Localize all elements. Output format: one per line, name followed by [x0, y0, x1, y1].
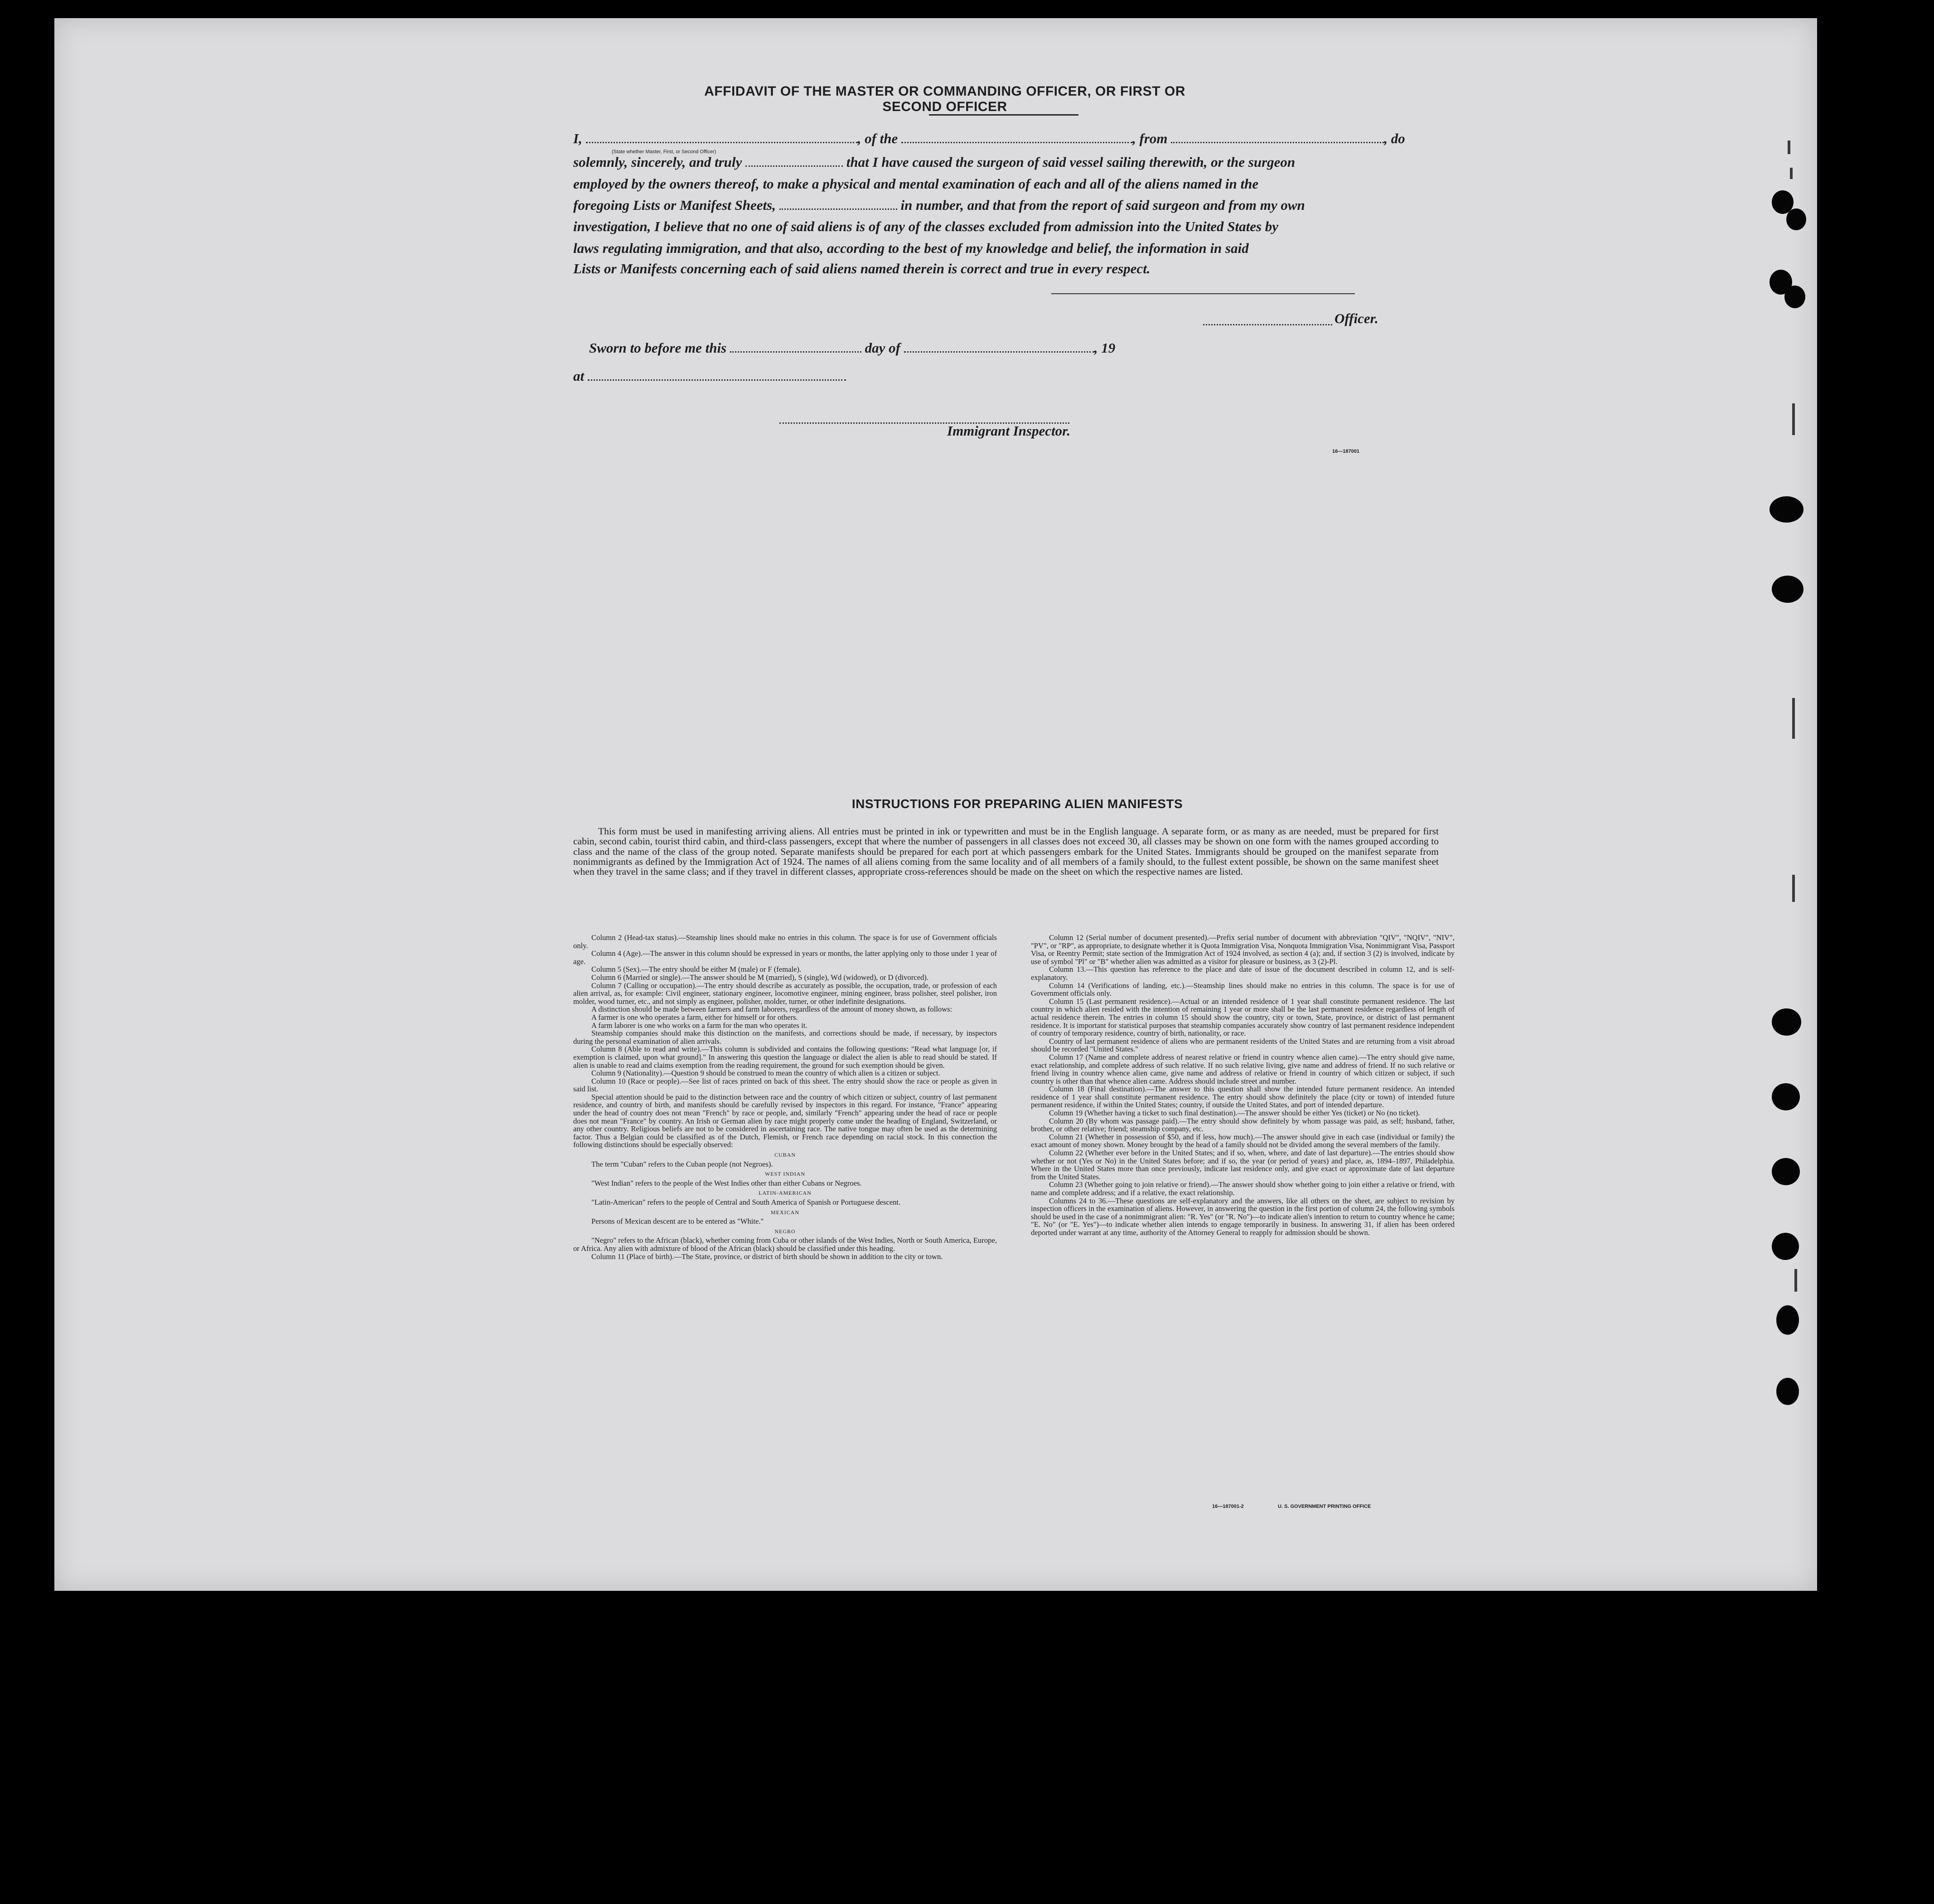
affidavit-line-7: Lists or Manifests concerning each of said aliens named therein is correct and true in every respect.	[573, 261, 1151, 276]
punch-hole	[1776, 1378, 1799, 1405]
negro-heading: NEGRO	[774, 1228, 796, 1235]
edge-mark	[1790, 168, 1793, 179]
instruction-paragraph: Column 5 (Sex).—The entry should be either M (male) or F (female).	[591, 965, 802, 974]
vessel-name-blank[interactable]	[901, 134, 1132, 143]
instruction-paragraph: Column 17 (Name and complete address of nearest relative or friend in country whence alien came).—The entry should give name, exact relationship, and complete address of such relative. If no such relative living, give name and address of friend. If no such relative or friend living in country whence alien came, give name and address of relative or friend in country of which citizen or subject, if such country is other than that whence alien came. Address should include street and number.	[1031, 1052, 1455, 1085]
west-indian-text: "West Indian" refers to the people of the West Indies other than either Cubans or Negroes.	[591, 1178, 862, 1187]
sheets-number-blank[interactable]	[779, 200, 897, 210]
instruction-paragraph: Column 9 (Nationality).—Question 9 should be construed to mean the country of which alien is a citizen or subject.	[591, 1069, 940, 1078]
instruction-paragraph: Column 23 (Whether going to join relative or friend).—The answer should show whether going to join either a relative or friend, with name and complete address; and if a relative, the exact relationship.	[1031, 1180, 1455, 1197]
edge-mark	[1792, 698, 1795, 739]
cuban-text: The term "Cuban" refers to the Cuban people (not Negroes).	[591, 1159, 773, 1168]
edge-mark	[1792, 403, 1795, 435]
affidavit-line-3: employed by the owners thereof, to make a physical and mental examination of each and all of the aliens named in the	[573, 176, 1259, 192]
footer-code: 16—187001-2	[1212, 1504, 1244, 1509]
affidavit-line-5: investigation, I believe that no one of said aliens is of any of the classes excluded from admission into the United States by	[573, 218, 1279, 234]
footer-printing-office: U. S. GOVERNMENT PRINTING OFFICE	[1278, 1504, 1371, 1509]
affidavit-title: AFFIDAVIT OF THE MASTER OR COMMANDING OFFICER, OR FIRST OR SECOND OFFICER	[704, 84, 1185, 114]
instruction-paragraph: Column 2 (Head-tax status).—Steamship lines should make no entries in this column. The space is for use of Government officials only.	[573, 933, 997, 950]
sworn-month-blank[interactable]	[904, 343, 1094, 353]
instruction-paragraph: Column 7 (Calling or occupation).—The entry should describe as accurately as possible, the occupation, trade, or profession of each alien arrival, as, for example: Civil engineer, stationary engineer, locomotive engineer, mining engineer, brass polisher, steel polisher, iron molder, wood turner, etc., and not simply as engineer, polisher, molder, turner, or other indefinite designations.	[573, 981, 997, 1006]
instruction-paragraph: Country of last permanent residence of aliens who are permanent residents of the United States and are returning from a visit abroad should be recorded "United States."	[1031, 1037, 1455, 1054]
instruction-paragraph: Column 13.—This question has reference to the place and date of issue of the document described in column 12, and is self-explanatory.	[1031, 965, 1455, 982]
instruction-paragraph: Column 10 (Race or people).—See list of races printed on back of this sheet. The entry should show the race or people as given in said list.	[573, 1076, 997, 1094]
instructions-title: INSTRUCTIONS FOR PREPARING ALIEN MANIFESTS	[851, 797, 1183, 811]
instructions-right-column	[1031, 934, 1455, 1237]
affidavit-line-2	[573, 154, 1443, 170]
officer-title-line[interactable]	[1203, 324, 1332, 325]
affidavit-line-4	[573, 197, 1443, 213]
cuban-heading: CUBAN	[774, 1152, 796, 1158]
sworn-text: Sworn to before me this	[589, 340, 727, 356]
instruction-paragraph: Column 4 (Age).—The answer in this column should be expressed in years or months, the latter applying only to those under 1 year of age.	[573, 949, 997, 966]
day-of-text: day of	[865, 340, 900, 356]
negro-text: "Negro" refers to the African (black), whether coming from Cuba or other islands of the West Indies, North or South America, Europe, or Africa. Any alien with admixture of blood of the African (black) should be classified under this heading.	[573, 1236, 997, 1253]
instruction-paragraph: Column 20 (By whom was passage paid).—The entry should show definitely by whom passage was paid, as self; husband, father, brother, or other relative; friend; steamship company, etc.	[1031, 1116, 1455, 1134]
edge-mark	[1794, 1269, 1797, 1292]
latin-american-text: "Latin-American" refers to the people of Central and South America of Spanish or Portuguese descent.	[591, 1198, 901, 1206]
at-place-blank[interactable]	[588, 371, 846, 381]
title-rule	[929, 114, 1078, 116]
instruction-paragraph: A farmer is one who operates a farm, either for himself or for others.	[591, 1013, 798, 1022]
mexican-text: Persons of Mexican descent are to be entered as "White."	[591, 1217, 764, 1226]
officer-label: Officer.	[1334, 310, 1378, 326]
inspector-label: Immigrant Inspector.	[947, 423, 1071, 439]
instructions-left-column	[573, 934, 997, 1260]
aff-do: , do	[1384, 131, 1405, 146]
instruction-paragraph: Column 6 (Married or single).—The answer should be M (married), S (single), Wd (widowed), or D (divorced).	[591, 973, 928, 982]
punch-hole	[1772, 1008, 1801, 1036]
instruction-paragraph: Column 21 (Whether in possession of $50, and if less, how much).—The answer should give in each case (individual or family) the exact amount of money shown. Money brought by the head of a family should not be divided among the several members of the family.	[1031, 1132, 1455, 1149]
west-indian-heading: WEST INDIAN	[764, 1171, 806, 1177]
state-whether-note: (State whether Master, First, or Second Officer)	[612, 149, 716, 155]
instruction-paragraph: Steamship companies should make this distinction on the manifests, and corrections should be made, if necessary, by inspectors during the personal examination of alien arrivals.	[573, 1029, 997, 1046]
truly-blank[interactable]	[745, 157, 843, 167]
punch-hole	[1772, 1083, 1800, 1110]
punch-hole	[1772, 1158, 1800, 1185]
aff-from: , from	[1132, 131, 1168, 146]
officer-title-blank[interactable]	[586, 134, 858, 143]
punch-hole	[1772, 576, 1803, 603]
affidavit-line-1	[573, 131, 1443, 147]
instruction-paragraph: A farm laborer is one who works on a farm for the man who operates it.	[591, 1021, 807, 1030]
punch-hole	[1784, 286, 1805, 308]
instruction-paragraph: Column 18 (Final destination).—The answer to this question shall show the intended future permanent residence. An intended residence of 1 year shall constitute permanent residence. The entry should show definitely the place (city or town) of intended future permanent residence, if within the United States; country, if outside the United States, and port of intended departure.	[1031, 1085, 1455, 1109]
instructions-intro: This form must be used in manifesting arriving aliens. All entries must be printed in ink or typewritten and must be in the English language. A separate form, or as many as are needed, must be prepared for first cabin, second cabin, tourist third cabin, and third-class passengers, except that where the number of passengers in all classes does not exceed 30, all classes may be shown on one form with the names grouped according to class and the name of the class of the group noted. Separate manifests should be prepared for each port at which passengers embark for the United States. Immigrants should be grouped on the manifest separate from nonimmigrants as defined by the Immigration Act of 1924. The names of all aliens coming from the same locality and of all members of a family should, to the fullest extent possible, be shown on the same manifest sheet when they travel in the same class; and if they travel in different classes, appropriate cross-references should be made on the sheet on which the respective names are listed.	[573, 826, 1439, 877]
edge-mark	[1792, 875, 1795, 902]
mexican-heading: MEXICAN	[771, 1209, 799, 1216]
column-11-text: Column 11 (Place of birth).—The State, province, or district of birth should be shown in addition to the city or town.	[591, 1252, 943, 1261]
manifest-sheet	[54, 18, 1817, 1591]
sworn-line	[589, 340, 1459, 356]
punch-hole	[1776, 1305, 1799, 1335]
aff-i: I,	[573, 131, 582, 146]
punch-hole	[1770, 496, 1803, 523]
instruction-paragraph: Special attention should be paid to the distinction between race and the country of which citizen or subject, country of last permanent residence, and country of birth, and manifests should be carefully revised by inspectors in this regard. For instance, "France" appearing under the head of country does not mean "French" by race or people, and, similarly "French" appearing under the head of race or people does not mean "France" by country. An Irish or German alien by race might properly come under the heading of England, Switzerland, or any other country. Religious beliefs are not to be considered in ascertaining race. The native tongue may often be used as the determining factor. Thus a Belgian could be classified as of the Dutch, Flemish, or French race depending on racial stock. In this connection the following distinctions should be especially observed:	[573, 1092, 997, 1149]
form-number: 16—187001	[1332, 449, 1359, 454]
instruction-paragraph: Column 22 (Whether ever before in the United States; and if so, when, where, and date of last departure).—The entries should show whether or not (Yes or No) in the United States before; and if so, the year (or period of years) and place, as, 1894–1897, Philadelphia. Where in the United States more than once previously, indicate last residence only, and give exact or approximate date of last departure from the United States.	[1031, 1148, 1455, 1181]
punch-hole	[1786, 208, 1806, 230]
at-line	[573, 368, 1443, 384]
punch-hole	[1772, 1233, 1799, 1260]
officer-signature-line[interactable]	[1051, 293, 1355, 294]
aff-line2-b: that I have caused the surgeon of said vessel sailing therewith, or the surgeon	[846, 154, 1296, 170]
aff-line4-a: foregoing Lists or Manifest Sheets,	[573, 197, 776, 213]
instruction-paragraph: Column 19 (Whether having a ticket to such final destination).—The answer should be either Yes (ticket) or No (no ticket).	[1049, 1109, 1420, 1118]
aff-line4-b: in number, and that from the report of said surgeon and from my own	[900, 197, 1305, 213]
year-19-text: , 19	[1094, 340, 1116, 356]
aff-line2-a: solemnly, sincerely, and truly	[573, 154, 742, 170]
sworn-day-blank[interactable]	[730, 343, 861, 353]
edge-mark	[1788, 140, 1790, 154]
instruction-paragraph: A distinction should be made between farmers and farm laborers, regardless of the amount of money shown, as follows:	[591, 1005, 952, 1014]
affidavit-line-6: laws regulating immigration, and that also, according to the best of my knowledge and belief, the information in said	[573, 240, 1249, 256]
aff-of-the: , of the	[857, 131, 898, 146]
from-port-blank[interactable]	[1171, 134, 1384, 143]
instruction-paragraph: Column 14 (Verifications of landing, etc.).—Steamship lines should make no entries in this column. The space is for use of Government officials only.	[1031, 981, 1455, 998]
instruction-paragraph: Column 12 (Serial number of document presented).—Prefix serial number of document with abbreviation "QIV", "NQIV", "NIV", "PV", or "RP", as appropriate, to designate whether it is Quota Immigration Visa, Nonquota Immigration Visa, Nonimmigrant Visa, Passport Visa, or Reentry Permit; state section of the Immigration Act of 1924 involved, as section 4 (a); and, if section 3 (2) is involved, indicate by use of symbol "Pl" or "B" whether alien was admitted as a visitor for pleasure or business, as 3 (2)-Pl.	[1031, 933, 1455, 966]
at-text: at	[573, 368, 585, 384]
instruction-paragraph: Column 15 (Last permanent residence).—Actual or an intended residence of 1 year shall constitute permanent residence. The last country in which alien resided with the intention of remaining 1 year or more shall be the last permanent residence regardless of length of actual residence therein. The entries in column 15 should show the country, city or town, State, province, or district of last permanent residence. It is important for statistical purposes that steamship companies accurately show country of last permanent residence independent of country of temporary residence, country of birth, nationality, or race.	[1031, 997, 1455, 1038]
instruction-paragraph: Columns 24 to 36.—These questions are self-explanatory and the answers, like all others on the sheet, are subject to revision by inspection officers in the examination of aliens. However, in answering the question in the first portion of column 24, the following symbols should be used in the case of a nonimmigrant alien: "R. Yes" (or "R. No")—to indicate alien's intention to return to country whence he came; "E. No" (or "E. Yes")—to indicate whether alien intends to engage temporarily in business. In answering 31, if alien has been ordered deported under warrant at any time, authority of the Attorney General to reapply for admission should be shown.	[1031, 1196, 1455, 1237]
latin-american-heading: LATIN-AMERICAN	[759, 1190, 812, 1197]
instruction-paragraph: Column 8 (Able to read and write).—This column is subdivided and contains the following questions: "Read what language [or, if exemption is claimed, upon what ground]." In answering this question the language or dialect the alien is able to read should be stated. If alien is unable to read and claims exemption from the reading requirement, the ground for such exemption should be given.	[573, 1045, 997, 1070]
